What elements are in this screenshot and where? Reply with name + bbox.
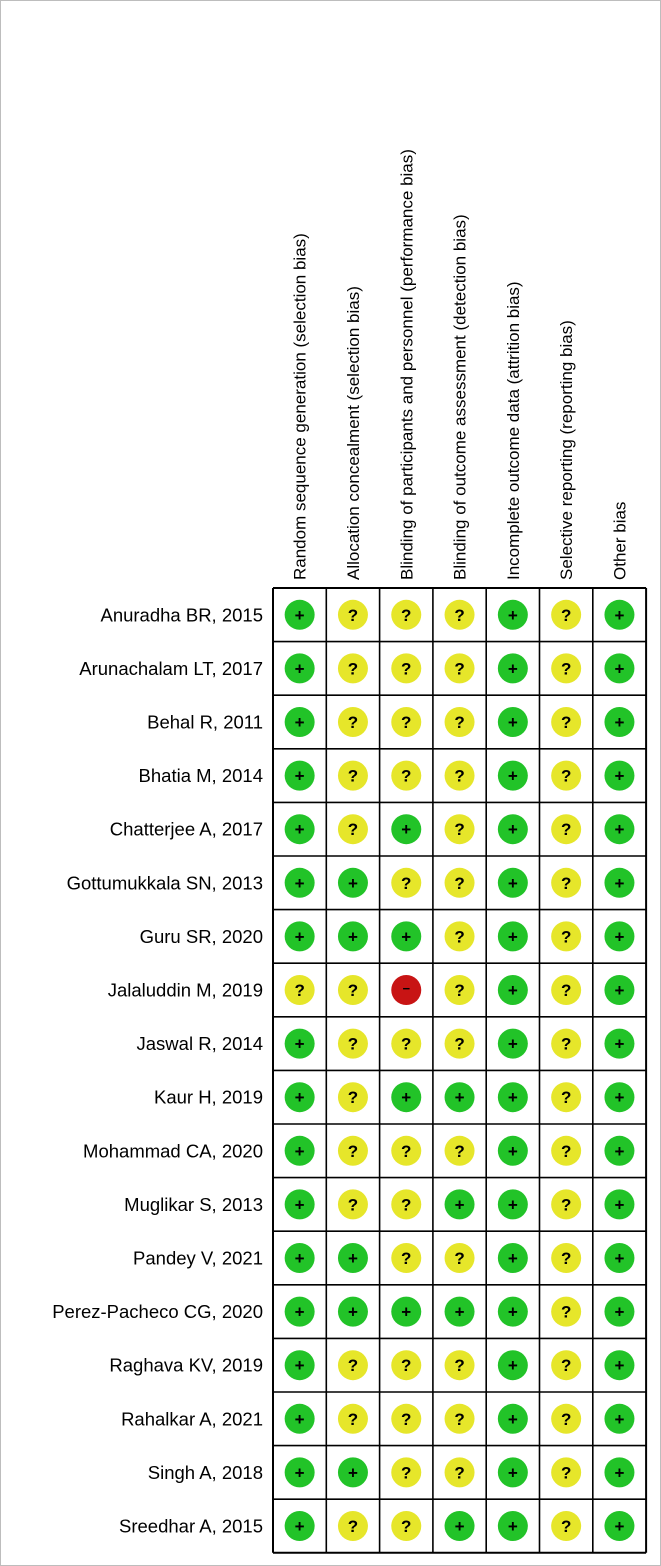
rating-symbol: ? (347, 1195, 359, 1215)
rating-symbol: ? (560, 766, 572, 786)
rating-symbol: + (614, 1409, 625, 1429)
rating-mark-low (604, 1189, 634, 1219)
rating-symbol: ? (401, 1517, 412, 1536)
rating-mark-low (498, 1511, 528, 1541)
rating-symbol: + (294, 1249, 305, 1268)
rating-symbol: ? (401, 1356, 412, 1376)
rating-mark-unclear (551, 1297, 581, 1327)
rating-symbol: + (507, 1249, 518, 1268)
rating-mark-unclear (445, 1136, 475, 1166)
rating-mark-low (604, 814, 634, 844)
rating-symbol: + (507, 1463, 518, 1483)
column-label: Blinding of outcome assessment (detection bias) (450, 214, 470, 580)
rating-mark-low (604, 600, 634, 630)
rating-symbol: + (401, 1302, 412, 1322)
rating-symbol: ? (347, 659, 359, 679)
rating-mark-unclear (551, 1243, 581, 1273)
rating-mark-unclear (338, 1029, 368, 1059)
rating-symbol: ? (560, 1517, 572, 1536)
rating-symbol: + (294, 820, 305, 840)
study-label: Guru SR, 2020 (139, 925, 263, 947)
rating-symbol: + (294, 1517, 305, 1536)
rating-symbol: + (614, 713, 625, 732)
rating-mark-unclear (338, 1136, 368, 1166)
rating-mark-unclear (391, 1404, 421, 1434)
rating-mark-low (285, 1404, 315, 1434)
rating-symbol: ? (560, 1356, 572, 1376)
rating-symbol: + (294, 1088, 305, 1108)
rating-symbol: + (614, 1302, 625, 1322)
rating-mark-low (604, 1404, 634, 1434)
rating-mark-unclear (551, 1029, 581, 1059)
rating-symbol: + (507, 1141, 518, 1161)
rating-mark-low (604, 921, 634, 951)
rating-symbol: + (507, 659, 518, 679)
rating-symbol: ? (560, 1141, 572, 1161)
rating-mark-unclear (445, 761, 475, 791)
rating-symbol: ? (454, 1409, 465, 1429)
rating-symbol: ? (347, 1409, 359, 1429)
rating-mark-unclear (445, 975, 475, 1005)
rating-symbol: ? (401, 766, 412, 786)
rating-symbol: ? (560, 981, 572, 1000)
rating-symbol: + (614, 1249, 625, 1268)
rating-symbol: + (614, 766, 625, 786)
rating-symbol: + (614, 981, 625, 1000)
rating-symbol: + (507, 927, 518, 947)
rating-mark-low (498, 1189, 528, 1219)
rating-mark-low (338, 921, 368, 951)
rating-symbol: + (347, 1302, 358, 1322)
rating-mark-low (391, 1082, 421, 1112)
rating-mark-unclear (391, 1029, 421, 1059)
rating-mark-unclear (445, 707, 475, 737)
rating-symbol: + (614, 1141, 625, 1161)
rating-mark-low (604, 1243, 634, 1273)
rating-symbol: + (507, 1517, 518, 1536)
rating-symbol: + (614, 1088, 625, 1108)
rating-mark-low (285, 1511, 315, 1541)
study-label: Pandey V, 2021 (133, 1247, 263, 1269)
rating-mark-unclear (338, 814, 368, 844)
rating-symbol: + (294, 1409, 305, 1429)
rating-mark-unclear (551, 707, 581, 737)
study-label: Behal R, 2011 (147, 711, 263, 733)
rating-symbol: + (347, 873, 358, 893)
rating-mark-low (391, 921, 421, 951)
rating-symbol: ? (401, 713, 412, 732)
rating-symbol: ? (454, 766, 465, 786)
rating-symbol: ? (560, 659, 572, 679)
study-label: Raghava KV, 2019 (109, 1354, 263, 1376)
rating-symbol: + (294, 1356, 305, 1376)
rating-mark-low (445, 1189, 475, 1219)
rating-symbol: + (294, 1463, 305, 1483)
rating-mark-unclear (391, 1136, 421, 1166)
rating-symbol: + (454, 1195, 465, 1215)
rating-mark-unclear (551, 1404, 581, 1434)
rating-mark-unclear (445, 600, 475, 630)
rating-symbol: + (507, 873, 518, 893)
rating-symbol: + (614, 820, 625, 840)
rating-symbol: + (614, 1034, 625, 1054)
rating-mark-low (338, 1297, 368, 1327)
rating-symbol: + (294, 713, 305, 732)
rating-symbol: + (614, 605, 625, 625)
rating-mark-unclear (391, 1511, 421, 1541)
rating-mark-low (338, 868, 368, 898)
rating-symbol: ? (454, 1034, 465, 1054)
rating-symbol: + (454, 1088, 465, 1108)
column-label: Incomplete outcome data (attrition bias) (503, 281, 523, 580)
rating-mark-unclear (391, 868, 421, 898)
rating-mark-unclear (445, 1457, 475, 1487)
rating-mark-unclear (445, 868, 475, 898)
rating-symbol: ? (347, 766, 359, 786)
rating-symbol: + (294, 605, 305, 625)
rating-symbol: + (507, 1302, 518, 1322)
rating-symbol: ? (454, 981, 465, 1000)
rating-symbol: + (614, 927, 625, 947)
rating-symbol: ? (454, 713, 465, 732)
rating-mark-low (285, 1136, 315, 1166)
rating-symbol: + (614, 1195, 625, 1215)
rating-mark-low (498, 707, 528, 737)
rating-mark-low (285, 1189, 315, 1219)
rating-mark-low (498, 868, 528, 898)
rating-symbol: + (507, 1088, 518, 1108)
rating-symbol: ? (454, 1249, 465, 1268)
rating-mark-unclear (338, 1350, 368, 1380)
rating-symbol: + (294, 1195, 305, 1215)
rating-mark-low (604, 1511, 634, 1541)
rating-mark-unclear (445, 921, 475, 951)
rating-symbol: ? (347, 1088, 359, 1108)
rating-mark-unclear (445, 1350, 475, 1380)
rating-mark-low (498, 761, 528, 791)
rating-mark-unclear (445, 653, 475, 683)
rating-mark-unclear (338, 975, 368, 1005)
rating-mark-unclear (391, 653, 421, 683)
study-label: Sreedhar A, 2015 (119, 1515, 263, 1537)
rating-symbol: + (507, 605, 518, 625)
rating-symbol: ? (347, 820, 359, 840)
rating-symbol: ? (454, 820, 465, 840)
rating-symbol: ? (454, 873, 465, 893)
rating-mark-low (285, 814, 315, 844)
rating-symbol: ? (560, 1088, 572, 1108)
rating-mark-unclear (551, 600, 581, 630)
column-labels (291, 149, 630, 580)
rating-mark-low (604, 1082, 634, 1112)
rating-mark-low (285, 1029, 315, 1059)
rating-symbol: ? (454, 1356, 465, 1376)
rating-mark-unclear (391, 1457, 421, 1487)
rating-symbol: ? (401, 873, 412, 893)
rating-mark-low (498, 1350, 528, 1380)
rating-mark-unclear (551, 868, 581, 898)
rating-symbol: + (401, 927, 412, 947)
rating-symbol: ? (454, 927, 465, 947)
rating-mark-low (285, 1082, 315, 1112)
rating-symbol: ? (560, 1302, 572, 1322)
rating-symbol: ? (347, 981, 359, 1000)
rating-symbol: ? (560, 1463, 572, 1483)
rating-symbol: + (614, 1356, 625, 1376)
rating-mark-unclear (391, 761, 421, 791)
rating-symbol: + (294, 1302, 305, 1322)
rating-symbol: ? (560, 1249, 572, 1268)
rating-symbol: + (614, 1517, 625, 1536)
study-label: Kaur H, 2019 (153, 1086, 263, 1108)
rating-mark-low (285, 1350, 315, 1380)
rating-mark-unclear (338, 600, 368, 630)
rating-symbol: ? (347, 605, 359, 625)
rating-symbol: + (614, 1463, 625, 1483)
rating-mark-low (604, 761, 634, 791)
rating-mark-low (498, 1457, 528, 1487)
rating-symbol: + (614, 873, 625, 893)
rating-symbol: ? (294, 981, 305, 1000)
rating-mark-low (285, 1457, 315, 1487)
study-label: Mohammad CA, 2020 (83, 1140, 263, 1162)
rating-mark-unclear (338, 707, 368, 737)
rating-symbol: ? (560, 927, 572, 947)
rating-mark-low (498, 1297, 528, 1327)
rating-symbol: ? (401, 1195, 412, 1215)
rating-mark-unclear (285, 975, 315, 1005)
rating-symbol: + (294, 1141, 305, 1161)
rating-symbol: + (347, 1463, 358, 1483)
rating-mark-low (498, 653, 528, 683)
rating-symbol: ? (454, 659, 465, 679)
rating-symbol: ? (454, 1463, 465, 1483)
rating-mark-unclear (551, 1189, 581, 1219)
rating-symbol: + (294, 927, 305, 947)
rating-symbol: + (507, 766, 518, 786)
rating-mark-low (338, 1457, 368, 1487)
rating-mark-unclear (338, 1404, 368, 1434)
rating-mark-unclear (551, 1082, 581, 1112)
rating-mark-low (285, 707, 315, 737)
rating-symbol: ? (401, 1463, 412, 1483)
rating-mark-unclear (445, 814, 475, 844)
rating-symbol: ? (560, 605, 572, 625)
rating-mark-low (445, 1297, 475, 1327)
rating-mark-low (285, 600, 315, 630)
rating-mark-unclear (551, 1350, 581, 1380)
rating-mark-low (604, 1136, 634, 1166)
rating-symbol: + (507, 1409, 518, 1429)
rating-mark-high (391, 975, 421, 1005)
rating-symbol: ? (347, 1517, 359, 1536)
rating-mark-low (604, 868, 634, 898)
rating-mark-low (604, 975, 634, 1005)
study-label: Rahalkar A, 2021 (121, 1408, 263, 1430)
rating-mark-low (498, 975, 528, 1005)
rating-symbol: + (507, 1034, 518, 1054)
rating-symbol: ? (560, 713, 572, 732)
rating-mark-low (285, 921, 315, 951)
rating-mark-low (498, 921, 528, 951)
rating-mark-low (285, 868, 315, 898)
rating-symbol: ? (401, 1249, 412, 1268)
rating-symbol: ? (401, 1034, 412, 1054)
rating-mark-low (285, 761, 315, 791)
rating-symbol: ? (560, 820, 572, 840)
rating-symbol: + (401, 1088, 412, 1108)
rating-mark-low (604, 1029, 634, 1059)
study-label: Jalaluddin M, 2019 (107, 979, 263, 1001)
rating-mark-low (498, 1029, 528, 1059)
rating-mark-low (498, 1082, 528, 1112)
rating-mark-unclear (551, 1136, 581, 1166)
rating-symbol: + (507, 1356, 518, 1376)
study-label: Singh A, 2018 (147, 1461, 263, 1483)
rating-mark-unclear (391, 600, 421, 630)
rating-mark-low (498, 1136, 528, 1166)
rating-symbol: + (507, 713, 518, 732)
column-label: Blinding of participants and personnel (performance bias) (397, 149, 417, 580)
rating-symbol: + (614, 659, 625, 679)
rating-mark-low (338, 1243, 368, 1273)
rating-mark-unclear (338, 1189, 368, 1219)
rating-symbol: ? (347, 1356, 359, 1376)
rating-mark-unclear (338, 653, 368, 683)
rating-mark-unclear (551, 1457, 581, 1487)
column-label: Selective reporting (reporting bias) (557, 320, 577, 580)
study-label: Gottumukkala SN, 2013 (66, 872, 263, 894)
rating-symbol: + (454, 1517, 465, 1536)
column-label: Other bias (610, 501, 630, 580)
rating-mark-low (285, 653, 315, 683)
rating-symbol: ? (347, 1141, 359, 1161)
rating-mark-low (498, 1404, 528, 1434)
rating-symbol: + (294, 873, 305, 893)
rating-mark-low (498, 600, 528, 630)
study-label: Perez-Pacheco CG, 2020 (52, 1301, 263, 1323)
rating-symbol: ? (401, 1409, 412, 1429)
rating-symbol: ? (347, 713, 359, 732)
rating-mark-unclear (391, 1189, 421, 1219)
rating-symbol: + (507, 981, 518, 1000)
column-label: Random sequence generation (selection bias) (290, 233, 310, 580)
rating-mark-unclear (445, 1404, 475, 1434)
rating-symbol: + (347, 1249, 358, 1268)
rating-symbol: + (294, 766, 305, 786)
study-label: Bhatia M, 2014 (138, 765, 263, 787)
rating-symbol: ? (454, 1141, 465, 1161)
rating-mark-unclear (551, 653, 581, 683)
rating-symbol: + (294, 1034, 305, 1054)
rating-symbol: ? (454, 605, 465, 625)
rating-mark-low (285, 1243, 315, 1273)
rating-mark-unclear (338, 1511, 368, 1541)
rating-mark-unclear (445, 1243, 475, 1273)
rating-mark-low (391, 1297, 421, 1327)
rating-mark-low (285, 1297, 315, 1327)
rating-symbol: ? (560, 1034, 572, 1054)
rating-symbol: + (454, 1302, 465, 1322)
rating-mark-low (445, 1082, 475, 1112)
rating-symbol: ? (560, 1409, 572, 1429)
rating-mark-unclear (391, 707, 421, 737)
rating-mark-low (498, 1243, 528, 1273)
rating-mark-unclear (551, 1511, 581, 1541)
rating-mark-unclear (445, 1029, 475, 1059)
study-label: Muglikar S, 2013 (124, 1193, 263, 1215)
rating-mark-low (445, 1511, 475, 1541)
rating-symbol: ? (401, 659, 412, 679)
rating-symbol: ? (347, 1034, 359, 1054)
rating-mark-low (391, 814, 421, 844)
rating-mark-low (604, 1297, 634, 1327)
rating-mark-low (604, 1457, 634, 1487)
rating-symbol: + (507, 1195, 518, 1215)
rating-symbol: ? (401, 1141, 412, 1161)
rating-symbol: + (401, 820, 412, 840)
study-label: Arunachalam LT, 2017 (79, 657, 263, 679)
rating-mark-unclear (551, 975, 581, 1005)
rating-symbol: ? (401, 605, 412, 625)
rating-mark-unclear (551, 921, 581, 951)
study-label: Jaswal R, 2014 (136, 1033, 263, 1055)
rating-symbol: + (347, 927, 358, 947)
study-label: Chatterjee A, 2017 (109, 818, 263, 840)
column-label: Allocation concealment (selection bias) (343, 286, 363, 580)
rating-mark-low (604, 653, 634, 683)
rating-mark-low (604, 707, 634, 737)
rating-mark-low (498, 814, 528, 844)
rating-mark-unclear (391, 1243, 421, 1273)
rating-symbol: ? (560, 1195, 572, 1215)
rating-mark-unclear (338, 1082, 368, 1112)
rating-mark-unclear (551, 761, 581, 791)
rating-symbol: + (294, 659, 305, 679)
rating-mark-low (604, 1350, 634, 1380)
row-labels (52, 604, 263, 1536)
rating-mark-unclear (391, 1350, 421, 1380)
rating-symbol: − (402, 981, 411, 996)
rating-symbol: + (507, 820, 518, 840)
rating-symbol: ? (560, 873, 572, 893)
rating-mark-unclear (551, 814, 581, 844)
rating-mark-unclear (338, 761, 368, 791)
study-label: Anuradha BR, 2015 (100, 604, 263, 626)
